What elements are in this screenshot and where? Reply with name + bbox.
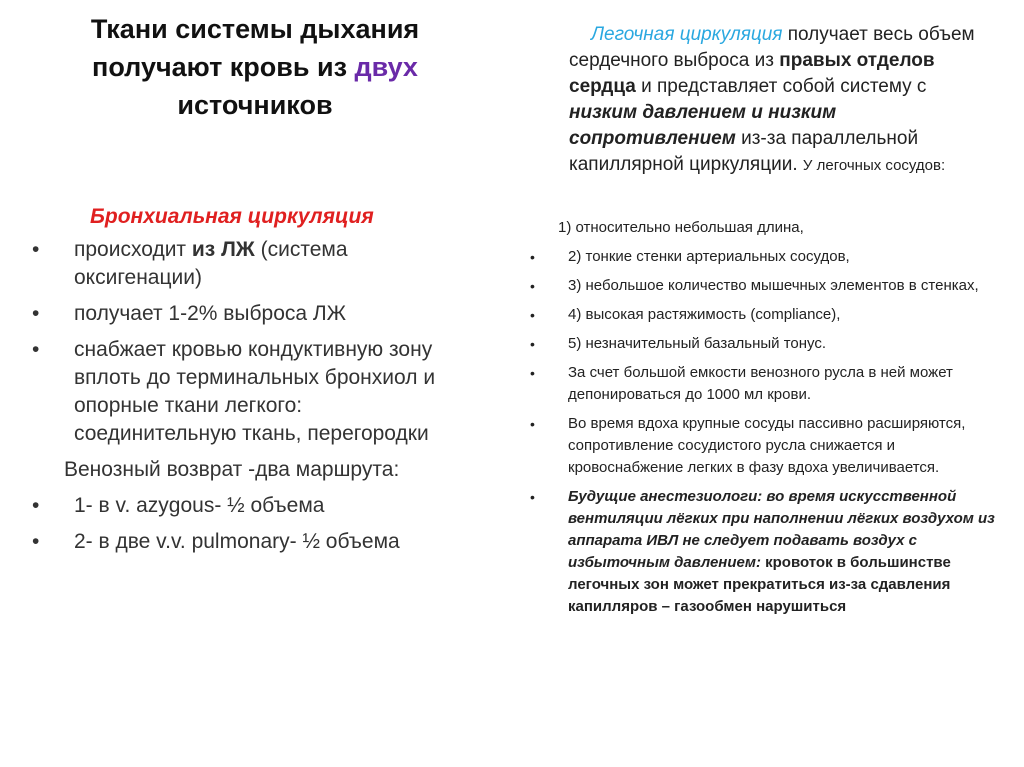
item-text: 4) высокая растяжимость (compliance), — [568, 306, 841, 323]
bronchial-subtitle: Бронхиальная циркуляция — [90, 205, 374, 228]
bullet-icon: • — [530, 489, 535, 505]
title-text-2: источников — [177, 90, 333, 120]
bullet-icon: • — [32, 530, 40, 553]
numbered-item-1: 1) относительно небольшая длина, — [558, 219, 804, 236]
item-text: 3) небольшое количество мышечных элементов в стенках, — [568, 277, 979, 294]
pulmonary-intro — [569, 22, 994, 179]
list-item — [30, 236, 470, 292]
bullet-icon: • — [530, 416, 535, 432]
list-item-anesthesia — [530, 486, 1000, 618]
bullet-icon: • — [32, 338, 40, 361]
item-text: (система оксигенации) — [74, 238, 348, 289]
list-item — [30, 336, 470, 448]
item-bold: из ЛЖ — [191, 238, 255, 261]
bullet-icon: • — [530, 249, 535, 265]
title-accent: двух — [354, 52, 418, 82]
list-item — [30, 300, 470, 328]
intro-small: У легочных сосудов: — [802, 157, 946, 174]
intro-bold: правых отделов сердца — [569, 50, 935, 97]
pulmonary-highlight: Легочная циркуляция — [591, 24, 783, 45]
list-item — [530, 413, 1000, 479]
bullet-icon: • — [530, 365, 535, 381]
item-text: 2) тонкие стенки артериальных сосудов, — [568, 248, 850, 265]
item-bold: кровоток в большинстве легочных зон может прекратиться из-за сдавления капилляров – газообмен нарушиться — [568, 554, 951, 615]
intro-text: и представляет собой систему с — [635, 76, 927, 97]
intro-bold-italic: низким давлением и низким сопротивлением — [569, 102, 837, 149]
list-item — [530, 362, 1000, 406]
item-bold-italic: Будущие анестезиологи: во время искусственной вентиляции лёгких при наполнении лёгких воздухом из аппарата ИВЛ не следует подавать воздух с избыточным давлением: — [568, 488, 995, 571]
bronchial-list — [30, 236, 470, 564]
bullet-icon: • — [32, 302, 40, 325]
intro-text: из-за параллельной капиллярной циркуляции. — [569, 128, 919, 175]
item-text: происходит — [74, 238, 192, 261]
item-text: Во время вдоха крупные сосуды пассивно расширяются, сопротивление сосудистого русла снижается и кровоснабжение легких в фазу вдоха увеличивается. — [568, 415, 966, 476]
bullet-icon: • — [530, 278, 535, 294]
list-item — [30, 528, 470, 556]
item-text: За счет большой емкости венозного русла в ней может депонироваться до 1000 мл крови. — [568, 364, 953, 403]
item-text: 5) незначительный базальный тонус. — [568, 335, 827, 352]
bullet-icon: • — [32, 494, 40, 517]
bullet-icon: • — [530, 336, 535, 352]
venous-title — [30, 456, 470, 484]
item-text: получает 1-2% выброса ЛЖ — [74, 302, 347, 325]
item-text: снабжает кровью кондуктивную зону вплоть до терминальных бронхиол и опорные ткани легкого: соединительную ткань, перегородки — [74, 338, 436, 445]
item-text: 2- в две v.v. pulmonary- ½ объема — [74, 530, 400, 553]
venous-title-text: Венозный возврат -два маршрута: — [64, 458, 400, 481]
list-item — [530, 333, 1000, 355]
slide-title — [60, 10, 450, 124]
item-text: 1- в v. azygous- ½ объема — [74, 494, 325, 517]
bullet-icon: • — [530, 307, 535, 323]
title-text-1: Ткани системы дыхания получают кровь из — [90, 14, 420, 82]
list-item — [530, 246, 1000, 268]
list-item — [530, 304, 1000, 326]
list-item — [530, 275, 1000, 297]
intro-text: получает весь объем сердечного выброса из — [569, 24, 975, 71]
bullet-icon: • — [32, 238, 40, 261]
list-item — [30, 492, 470, 520]
pulmonary-list — [530, 246, 1000, 625]
